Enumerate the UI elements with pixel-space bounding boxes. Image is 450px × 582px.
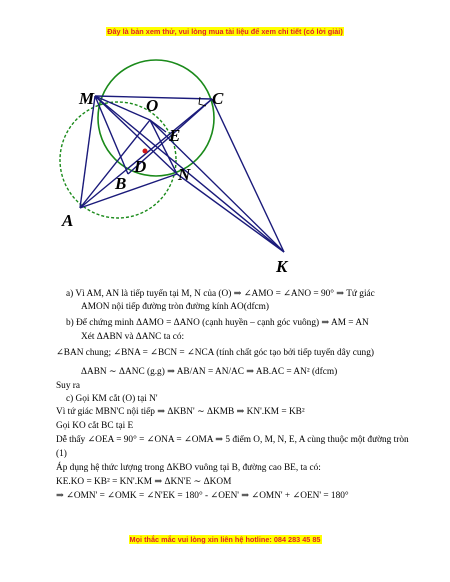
solution-line-b1: b) Để chứng minh ΔAMO = ΔANO (cạnh huyền – cạnh góc vuông) ⇒ AM = AN bbox=[66, 318, 369, 328]
label-b: B bbox=[115, 174, 127, 193]
solution-line-b5: Suy ra bbox=[56, 381, 81, 391]
label-c: C bbox=[212, 89, 224, 108]
label-n: N bbox=[178, 165, 191, 184]
geometry-figure bbox=[0, 40, 450, 280]
segment-nk bbox=[177, 174, 284, 252]
preview-notice: Đây là bản xem thử, vui lòng mua tài liệu để xem chi tiết (có lời giải) bbox=[107, 27, 343, 36]
label-m: M bbox=[79, 89, 95, 108]
circle-o bbox=[98, 60, 214, 176]
segment-an bbox=[80, 174, 177, 208]
label-o: O bbox=[146, 96, 159, 115]
solution-line-c5: (1) bbox=[56, 449, 67, 459]
solution-line-a2: AMON nội tiếp đường tròn đường kính AO(dfcm) bbox=[81, 302, 270, 312]
hotline-notice: Mọi thắc mắc vui lòng xin liên hệ hotline: 084 283 45 85 bbox=[129, 535, 321, 544]
solution-line-c1: c) Gọi KM cắt (O) tại N' bbox=[66, 394, 158, 404]
solution-line-c4: Dễ thấy ∠OEA = 90° = ∠ONA = ∠OMA ⇒ 5 điểm O, M, N, E, A cùng thuộc một đường tròn bbox=[56, 435, 409, 445]
solution-line-b3: ∠BAN chung; ∠BNA = ∠BCN = ∠NCA (tính chất góc tạo bởi tiếp tuyến dây cung) bbox=[56, 348, 374, 358]
solution-line-b4: ΔABN ∼ ΔANC (g.g) ⇒ AB/AN = AN/AC ⇒ AB.AC = AN² (dfcm) bbox=[81, 367, 338, 377]
solution-line-c6: Áp dụng hệ thức lượng trong ΔKBO vuông tại B, đường cao BE, ta có: bbox=[56, 463, 321, 473]
label-k: K bbox=[276, 257, 288, 276]
label-a: A bbox=[62, 211, 74, 230]
solution-line-c8: ⇒ ∠OMN' = ∠OMK = ∠N'EK = 180° - ∠OEN' ⇒ ∠OMN' + ∠OEN' = 180° bbox=[56, 491, 349, 501]
segment-ac bbox=[80, 99, 212, 208]
label-e: E bbox=[169, 126, 181, 145]
segment-ck bbox=[212, 99, 284, 252]
solution-line-c7: KE.KO = KB² = KN'.KM ⇒ ΔKN'E ∼ ΔKOM bbox=[56, 477, 232, 487]
solution-line-c2: Vì tứ giác MBN'C nội tiếp ⇒ ΔKBN' ∼ ΔKMB ⇒ KN'.KM = KB² bbox=[56, 407, 305, 417]
label-d: D bbox=[134, 157, 147, 176]
solution-line-b2: Xét ΔABN và ΔANC ta có: bbox=[81, 332, 185, 342]
solution-line-a1: a) Vì AM, AN là tiếp tuyến tại M, N của (O) ⇒ ∠AMO = ∠ANO = 90° ⇒ Tứ giác bbox=[66, 289, 375, 299]
solution-line-c3: Gọi KO cắt BC tại E bbox=[56, 421, 134, 431]
point-d bbox=[143, 149, 148, 154]
